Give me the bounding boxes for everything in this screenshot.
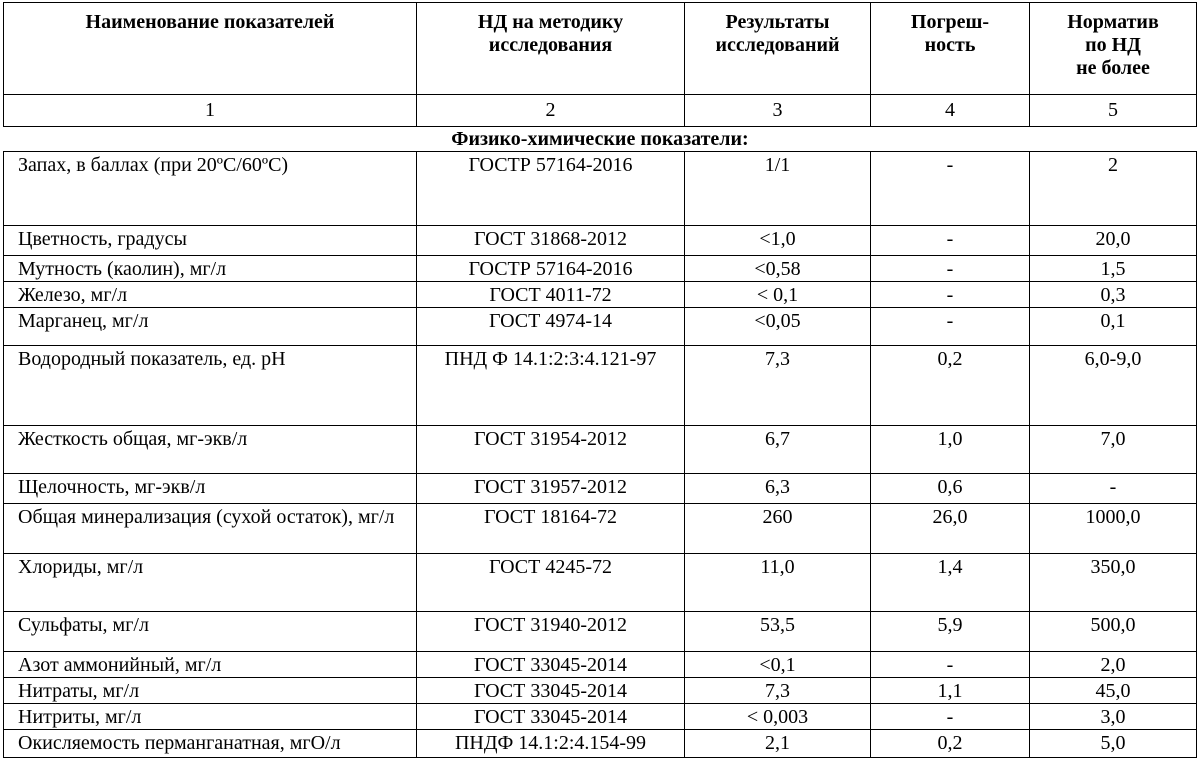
indicator-name-cell: Жесткость общая, мг-экв/л — [4, 426, 417, 474]
error-cell: - — [871, 282, 1030, 308]
column-number: 1 — [4, 95, 417, 127]
table-row — [4, 308, 1197, 346]
column-number: 2 — [417, 95, 685, 127]
result-cell: < 0,1 — [685, 282, 871, 308]
indicator-name-cell: Сульфаты, мг/л — [4, 612, 417, 652]
error-cell: 1,0 — [871, 426, 1030, 474]
result-cell: <1,0 — [685, 226, 871, 256]
result-cell: 6,7 — [685, 426, 871, 474]
section-row — [4, 127, 1197, 152]
method-cell: ГОСТ 31940-2012 — [417, 612, 685, 652]
indicator-name-cell: Хлориды, мг/л — [4, 554, 417, 612]
table-row — [4, 474, 1197, 504]
result-cell: <0,1 — [685, 652, 871, 678]
method-cell: ГОСТ 31957-2012 — [417, 474, 685, 504]
column-number: 5 — [1030, 95, 1197, 127]
table-row — [4, 652, 1197, 678]
indicator-name-cell: Мутность (каолин), мг/л — [4, 256, 417, 282]
norm-cell: 500,0 — [1030, 612, 1197, 652]
norm-cell: 2,0 — [1030, 652, 1197, 678]
column-number: 4 — [871, 95, 1030, 127]
error-cell: - — [871, 256, 1030, 282]
indicator-name-cell: Окисляемость перманганатная, мгО/л — [4, 730, 417, 758]
error-cell: 0,2 — [871, 730, 1030, 758]
result-cell: 11,0 — [685, 554, 871, 612]
header-indicator-name: Наименование показателей — [4, 3, 417, 95]
table-row — [4, 226, 1197, 256]
table-row — [4, 504, 1197, 554]
error-cell: - — [871, 704, 1030, 730]
header-norm: Норматив по НД не более — [1030, 3, 1197, 95]
indicator-name-cell: Азот аммонийный, мг/л — [4, 652, 417, 678]
method-cell: ГОСТ 33045-2014 — [417, 678, 685, 704]
table-row — [4, 704, 1197, 730]
indicator-name-cell: Общая минерализация (сухой остаток), мг/л — [4, 504, 417, 554]
result-cell: < 0,003 — [685, 704, 871, 730]
result-cell: <0,05 — [685, 308, 871, 346]
norm-cell: 0,1 — [1030, 308, 1197, 346]
error-cell: 5,9 — [871, 612, 1030, 652]
norm-cell: 2 — [1030, 152, 1197, 226]
norm-cell: 6,0-9,0 — [1030, 346, 1197, 426]
error-cell: - — [871, 652, 1030, 678]
norm-cell: 5,0 — [1030, 730, 1197, 758]
header-results: Результаты исследований — [685, 3, 871, 95]
table-row — [4, 256, 1197, 282]
indicator-name-cell: Запах, в баллах (при 20ºС/60ºС) — [4, 152, 417, 226]
result-cell: 2,1 — [685, 730, 871, 758]
indicator-name-cell: Железо, мг/л — [4, 282, 417, 308]
result-cell: 1/1 — [685, 152, 871, 226]
norm-cell: 45,0 — [1030, 678, 1197, 704]
method-cell: ГОСТ 33045-2014 — [417, 704, 685, 730]
result-cell: 6,3 — [685, 474, 871, 504]
method-cell: ГОСТР 57164-2016 — [417, 152, 685, 226]
indicator-name-cell: Водородный показатель, ед. pH — [4, 346, 417, 426]
table-row — [4, 282, 1197, 308]
norm-cell: 1,5 — [1030, 256, 1197, 282]
table-row — [4, 426, 1197, 474]
column-number-row — [4, 95, 1197, 127]
method-cell: ГОСТ 18164-72 — [417, 504, 685, 554]
result-cell: 53,5 — [685, 612, 871, 652]
table-row — [4, 612, 1197, 652]
norm-cell: 1000,0 — [1030, 504, 1197, 554]
indicator-name-cell: Щелочность, мг-экв/л — [4, 474, 417, 504]
method-cell: ГОСТ 4974-14 — [417, 308, 685, 346]
header-row — [4, 3, 1197, 95]
error-cell: 26,0 — [871, 504, 1030, 554]
error-cell: 1,4 — [871, 554, 1030, 612]
method-cell: ГОСТ 31954-2012 — [417, 426, 685, 474]
result-cell: 7,3 — [685, 346, 871, 426]
norm-cell: 7,0 — [1030, 426, 1197, 474]
section-title: Физико-химические показатели: — [4, 127, 1197, 152]
results-table — [3, 2, 1197, 758]
method-cell: ГОСТ 33045-2014 — [417, 652, 685, 678]
method-cell: ПНДФ 14.1:2:4.154-99 — [417, 730, 685, 758]
header-error: Погреш- ность — [871, 3, 1030, 95]
indicator-name-cell: Цветность, градусы — [4, 226, 417, 256]
norm-cell: 20,0 — [1030, 226, 1197, 256]
result-cell: 7,3 — [685, 678, 871, 704]
result-cell: <0,58 — [685, 256, 871, 282]
norm-cell: 350,0 — [1030, 554, 1197, 612]
table-row — [4, 346, 1197, 426]
table-row — [4, 678, 1197, 704]
method-cell: ГОСТ 31868-2012 — [417, 226, 685, 256]
indicator-name-cell: Нитриты, мг/л — [4, 704, 417, 730]
header-method: НД на методику исследования — [417, 3, 685, 95]
method-cell: ПНД Ф 14.1:2:3:4.121-97 — [417, 346, 685, 426]
table-row — [4, 152, 1197, 226]
table-row — [4, 730, 1197, 758]
error-cell: 1,1 — [871, 678, 1030, 704]
result-cell: 260 — [685, 504, 871, 554]
error-cell: - — [871, 308, 1030, 346]
table-row — [4, 554, 1197, 612]
method-cell: ГОСТ 4245-72 — [417, 554, 685, 612]
norm-cell: - — [1030, 474, 1197, 504]
error-cell: 0,6 — [871, 474, 1030, 504]
indicator-name-cell: Марганец, мг/л — [4, 308, 417, 346]
method-cell: ГОСТ 4011-72 — [417, 282, 685, 308]
error-cell: - — [871, 152, 1030, 226]
error-cell: 0,2 — [871, 346, 1030, 426]
error-cell: - — [871, 226, 1030, 256]
column-number: 3 — [685, 95, 871, 127]
norm-cell: 0,3 — [1030, 282, 1197, 308]
indicator-name-cell: Нитраты, мг/л — [4, 678, 417, 704]
norm-cell: 3,0 — [1030, 704, 1197, 730]
method-cell: ГОСТР 57164-2016 — [417, 256, 685, 282]
